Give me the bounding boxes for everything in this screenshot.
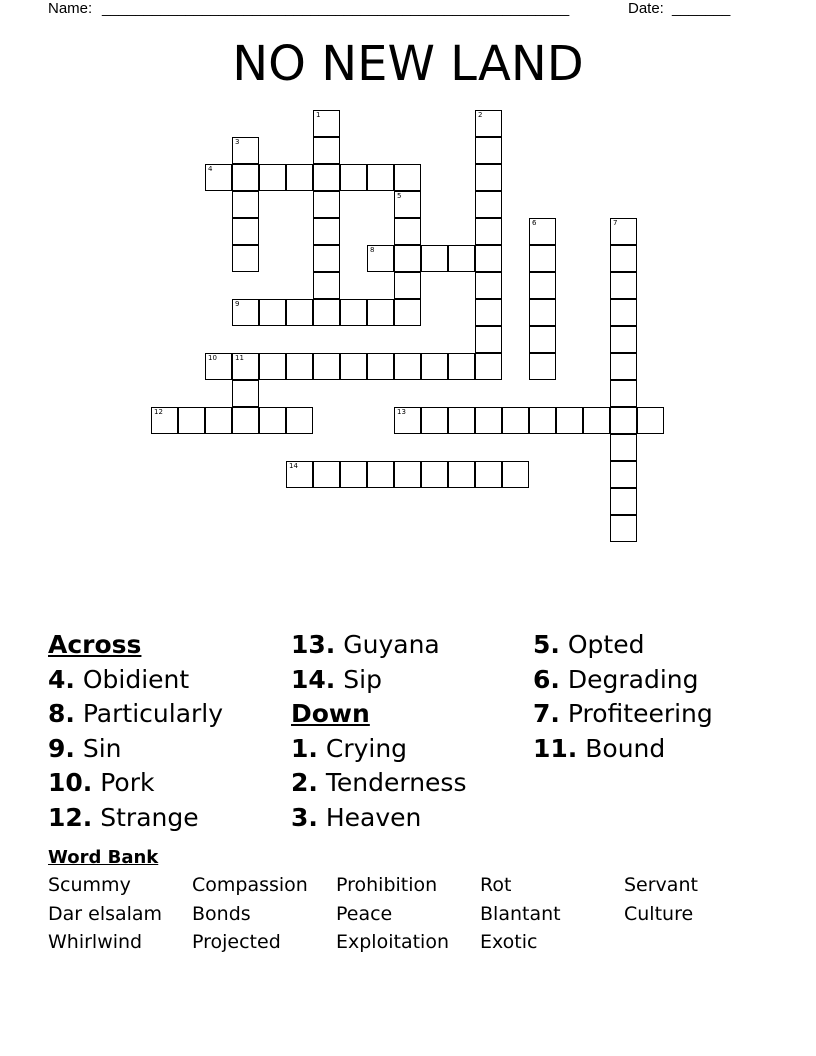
clue-number: 6. (533, 664, 560, 694)
across-heading: Across (48, 630, 142, 659)
word-bank-item: Compassion (192, 874, 308, 896)
grid-cell[interactable] (313, 164, 340, 191)
grid-cell[interactable] (610, 245, 637, 272)
clue-column-2 (291, 628, 466, 835)
grid-cell[interactable] (610, 353, 637, 380)
clue-item (48, 697, 223, 732)
grid-cell[interactable] (637, 407, 664, 434)
grid-cell[interactable] (367, 245, 394, 272)
grid-cell[interactable] (313, 272, 340, 299)
grid-cell[interactable] (394, 164, 421, 191)
grid-cell[interactable] (259, 353, 286, 380)
grid-cell[interactable] (232, 191, 259, 218)
date-label: Date: (628, 0, 664, 17)
grid-cell[interactable] (475, 272, 502, 299)
grid-cell[interactable] (421, 245, 448, 272)
cell-number: 14 (289, 462, 298, 470)
grid-cell[interactable] (367, 164, 394, 191)
clue-text: Sin (82, 733, 122, 763)
grid-cell[interactable] (448, 245, 475, 272)
grid-cell[interactable] (529, 245, 556, 272)
grid-cell[interactable] (340, 164, 367, 191)
word-bank-item: Peace (336, 903, 393, 925)
grid-cell[interactable] (421, 353, 448, 380)
grid-cell[interactable] (610, 434, 637, 461)
clue-text: Opted (567, 630, 645, 659)
grid-cell[interactable] (367, 353, 394, 380)
clue-text: Strange (100, 802, 199, 832)
word-bank-item: Scummy (48, 874, 131, 896)
grid-cell[interactable] (610, 218, 637, 245)
clue-text: Particularly (82, 699, 224, 728)
grid-cell[interactable] (475, 245, 502, 272)
word-bank-item: Projected (192, 931, 281, 953)
grid-cell[interactable] (232, 164, 259, 191)
cell-number: 4 (208, 165, 213, 173)
grid-cell[interactable] (313, 461, 340, 488)
word-bank-title: Word Bank (48, 847, 159, 868)
grid-cell[interactable] (205, 407, 232, 434)
grid-cell[interactable] (394, 407, 421, 434)
word-bank-item: Culture (624, 903, 694, 925)
grid-cell[interactable] (610, 488, 637, 515)
grid-cell[interactable] (286, 407, 313, 434)
grid-cell[interactable] (529, 299, 556, 326)
clue-text: Pork (100, 768, 155, 797)
word-bank-item: Rot (480, 874, 512, 896)
clue-text: Crying (325, 733, 408, 763)
grid-cell[interactable] (340, 299, 367, 326)
grid-cell[interactable] (178, 407, 205, 434)
grid-cell[interactable] (610, 461, 637, 488)
word-bank-item: Blantant (480, 903, 561, 925)
clue-item (48, 766, 223, 801)
grid-cell[interactable] (475, 137, 502, 164)
grid-cell[interactable] (475, 461, 502, 488)
clue-number: 5. (533, 630, 560, 659)
grid-cell[interactable] (232, 380, 259, 407)
grid-cell[interactable] (610, 515, 637, 542)
clue-number: 2. (291, 768, 318, 797)
grid-cell[interactable] (475, 164, 502, 191)
clue-number: 3. (291, 802, 318, 832)
grid-cell[interactable] (205, 164, 232, 191)
grid-cell[interactable] (529, 407, 556, 434)
grid-cell[interactable] (475, 407, 502, 434)
clue-number: 1. (291, 733, 318, 763)
grid-cell[interactable] (259, 164, 286, 191)
grid-cell[interactable] (421, 461, 448, 488)
grid-cell[interactable] (286, 299, 313, 326)
clue-item (291, 766, 466, 801)
clue-text: Heaven (325, 802, 422, 832)
grid-cell[interactable] (205, 353, 232, 380)
clue-text: Obidient (82, 664, 190, 694)
grid-cell[interactable] (286, 461, 313, 488)
cell-number: 6 (532, 219, 537, 227)
clue-text: Profiteering (567, 699, 713, 728)
cell-number: 3 (235, 138, 240, 146)
grid-cell[interactable] (475, 218, 502, 245)
grid-cell[interactable] (529, 272, 556, 299)
clue-number: 12. (48, 802, 93, 832)
clue-number: 10. (48, 768, 93, 797)
grid-cell[interactable] (313, 299, 340, 326)
clue-item (48, 663, 223, 698)
cell-number: 12 (154, 408, 163, 416)
grid-cell[interactable] (448, 407, 475, 434)
clue-number: 7. (533, 699, 560, 728)
grid-cell[interactable] (610, 272, 637, 299)
word-bank-item: Exploitation (336, 931, 449, 953)
grid-cell[interactable] (475, 299, 502, 326)
clue-item (291, 628, 466, 663)
puzzle-title: NO NEW LAND (232, 36, 584, 92)
grid-cell[interactable] (529, 218, 556, 245)
clue-column-3 (533, 628, 713, 766)
clue-number: 4. (48, 664, 75, 694)
clue-column-1 (48, 628, 223, 835)
grid-cell[interactable] (394, 272, 421, 299)
clue-text: Bound (585, 733, 666, 763)
cell-number: 7 (613, 219, 618, 227)
grid-cell[interactable] (556, 407, 583, 434)
clue-text: Tenderness (325, 768, 467, 797)
grid-cell[interactable] (448, 461, 475, 488)
clue-text: Sip (343, 664, 382, 694)
cell-number: 8 (370, 246, 375, 254)
word-bank-item: Dar elsalam (48, 903, 163, 925)
grid-cell[interactable] (313, 110, 340, 137)
grid-cell[interactable] (394, 353, 421, 380)
grid-cell[interactable] (232, 407, 259, 434)
clue-item (291, 663, 466, 698)
grid-cell[interactable] (610, 299, 637, 326)
cell-number: 11 (235, 354, 244, 362)
cell-number: 13 (397, 408, 406, 416)
grid-cell[interactable] (394, 299, 421, 326)
clue-item (533, 732, 713, 767)
date-blank-line: _______ (672, 0, 731, 17)
grid-cell[interactable] (475, 191, 502, 218)
grid-cell[interactable] (394, 461, 421, 488)
clue-number: 11. (533, 733, 578, 763)
grid-cell[interactable] (475, 110, 502, 137)
clue-number: 8. (48, 699, 75, 728)
clue-item (48, 732, 223, 767)
clue-text: Guyana (343, 630, 440, 659)
grid-cell[interactable] (421, 407, 448, 434)
word-bank-item: Prohibition (336, 874, 438, 896)
grid-cell[interactable] (475, 353, 502, 380)
clue-item (291, 801, 466, 836)
grid-cell[interactable] (475, 326, 502, 353)
word-bank-item: Exotic (480, 931, 538, 953)
cell-number: 9 (235, 300, 240, 308)
cell-number: 10 (208, 354, 217, 362)
down-heading: Down (291, 699, 370, 728)
grid-cell[interactable] (367, 461, 394, 488)
grid-cell[interactable] (286, 353, 313, 380)
clue-item (533, 628, 713, 663)
grid-cell[interactable] (232, 245, 259, 272)
grid-cell[interactable] (259, 299, 286, 326)
clue-number: 13. (291, 630, 336, 659)
cell-number: 1 (316, 111, 321, 119)
grid-cell[interactable] (394, 245, 421, 272)
grid-cell[interactable] (232, 299, 259, 326)
grid-cell[interactable] (232, 137, 259, 164)
grid-cell[interactable] (502, 407, 529, 434)
clue-number: 9. (48, 733, 75, 763)
clue-item (291, 732, 466, 767)
name-label: Name: (48, 0, 93, 17)
word-bank-item: Bonds (192, 903, 251, 925)
grid-cell[interactable] (313, 137, 340, 164)
grid-cell[interactable] (340, 461, 367, 488)
grid-cell[interactable] (259, 407, 286, 434)
clue-item (533, 663, 713, 698)
grid-cell[interactable] (313, 353, 340, 380)
grid-cell[interactable] (529, 326, 556, 353)
grid-cell[interactable] (394, 191, 421, 218)
grid-cell[interactable] (610, 326, 637, 353)
grid-cell[interactable] (340, 353, 367, 380)
grid-cell[interactable] (502, 461, 529, 488)
grid-cell[interactable] (232, 353, 259, 380)
grid-cell[interactable] (583, 407, 610, 434)
word-bank-item: Whirlwind (48, 931, 143, 953)
grid-cell[interactable] (529, 353, 556, 380)
grid-cell[interactable] (610, 380, 637, 407)
cell-number: 2 (478, 111, 483, 119)
grid-cell[interactable] (610, 407, 637, 434)
grid-cell[interactable] (313, 191, 340, 218)
word-bank-item: Servant (624, 874, 698, 896)
clue-number: 14. (291, 664, 336, 694)
grid-cell[interactable] (394, 218, 421, 245)
cell-number: 5 (397, 192, 402, 200)
name-blank-line: ________________________________________________________ (102, 0, 570, 17)
clue-item (48, 801, 223, 836)
clue-item (533, 697, 713, 732)
grid-cell[interactable] (367, 299, 394, 326)
grid-cell[interactable] (313, 218, 340, 245)
grid-cell[interactable] (286, 164, 313, 191)
clue-text: Degrading (567, 664, 699, 694)
grid-cell[interactable] (232, 218, 259, 245)
grid-cell[interactable] (448, 353, 475, 380)
grid-cell[interactable] (313, 245, 340, 272)
grid-cell[interactable] (151, 407, 178, 434)
